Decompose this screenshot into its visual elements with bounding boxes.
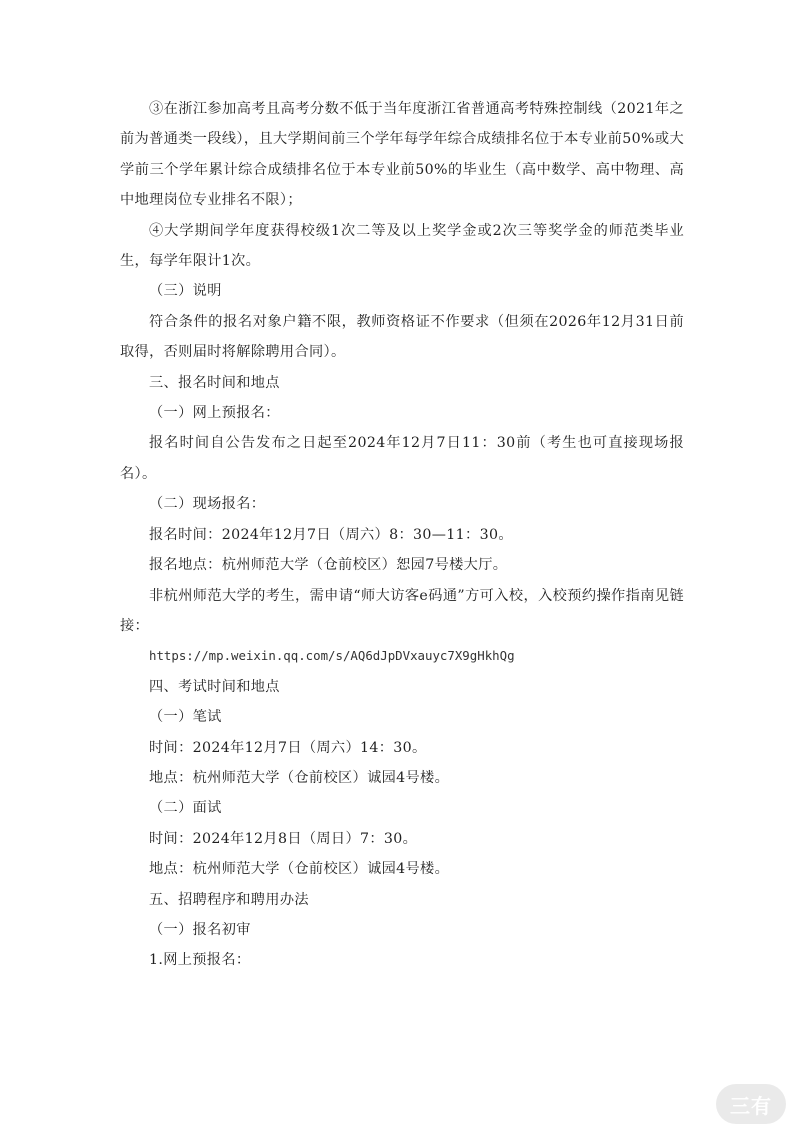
subheading-online-registration: （一）网上预报名： [149, 405, 280, 422]
paragraph-interview-location: 地点：杭州师范大学（仓前校区）诚园4号楼。 [149, 861, 450, 878]
subheading-written-exam: （一）笔试 [149, 709, 222, 726]
paragraph-onsite-location: 报名地点：杭州师范大学（仓前校区）恕园7号楼大厅。 [149, 557, 508, 574]
paragraph-written-exam-time: 时间：2024年12月7日（周六）14：30。 [149, 739, 427, 756]
paragraph-criterion-3: ③在浙江参加高考且高考分数不低于当年度浙江省普通高考特殊控制线（2021年之前为普通类一段线），且大学期间前三个学年每学年综合成绩排名位于本专业前50%或大学前三个学年累计综合成绩排名位于本专业前50%的毕业生（高中数学、高中物理、高中地理岗位专业排名不限）； [120, 101, 684, 209]
document-body [120, 94, 684, 976]
paragraph-online-registration-time: 报名时间自公告发布之日起至2024年12月7日11：30前（考生也可直接现场报名）。 [120, 435, 684, 482]
subheading-interview: （二）面试 [149, 800, 222, 817]
paragraph-interview-time: 时间：2024年12月8日（周日）7：30。 [149, 830, 418, 847]
paragraph-onsite-time: 报名时间：2024年12月7日（周六）8：30—11：30。 [149, 526, 513, 543]
section-heading-procedure: 五、招聘程序和聘用办法 [149, 891, 309, 908]
subheading-initial-review: （一）报名初审 [149, 921, 251, 938]
section-heading-registration: 三、报名时间和地点 [149, 374, 280, 391]
paragraph-criterion-4: ④大学期间学年度获得校级1次二等及以上奖学金或2次三等奖学金的师范类毕业生，每学年限计1次。 [120, 222, 684, 270]
subheading-explanation: （三）说明 [149, 283, 222, 300]
paragraph-online-preregistration: 1.网上预报名： [149, 952, 251, 969]
paragraph-written-exam-location: 地点：杭州师范大学（仓前校区）诚园4号楼。 [149, 769, 450, 786]
section-heading-exam: 四、考试时间和地点 [149, 678, 280, 695]
paragraph-eligibility-note: 符合条件的报名对象户籍不限，教师资格证不作要求（但须在2026年12月31日前取得，否则届时将解除聘用合同）。 [120, 313, 684, 361]
source-watermark: 三有 [716, 1084, 786, 1124]
visitor-guide-link[interactable]: https://mp.weixin.qq.com/s/AQ6dJpDVxauyc7X9gHkhQg [149, 648, 515, 664]
subheading-onsite-registration: （二）现场报名： [149, 496, 266, 513]
paragraph-visitor-notice: 非杭州师范大学的考生，需申请“师大访客e码通”方可入校，入校预约操作指南见链接： [120, 587, 684, 634]
